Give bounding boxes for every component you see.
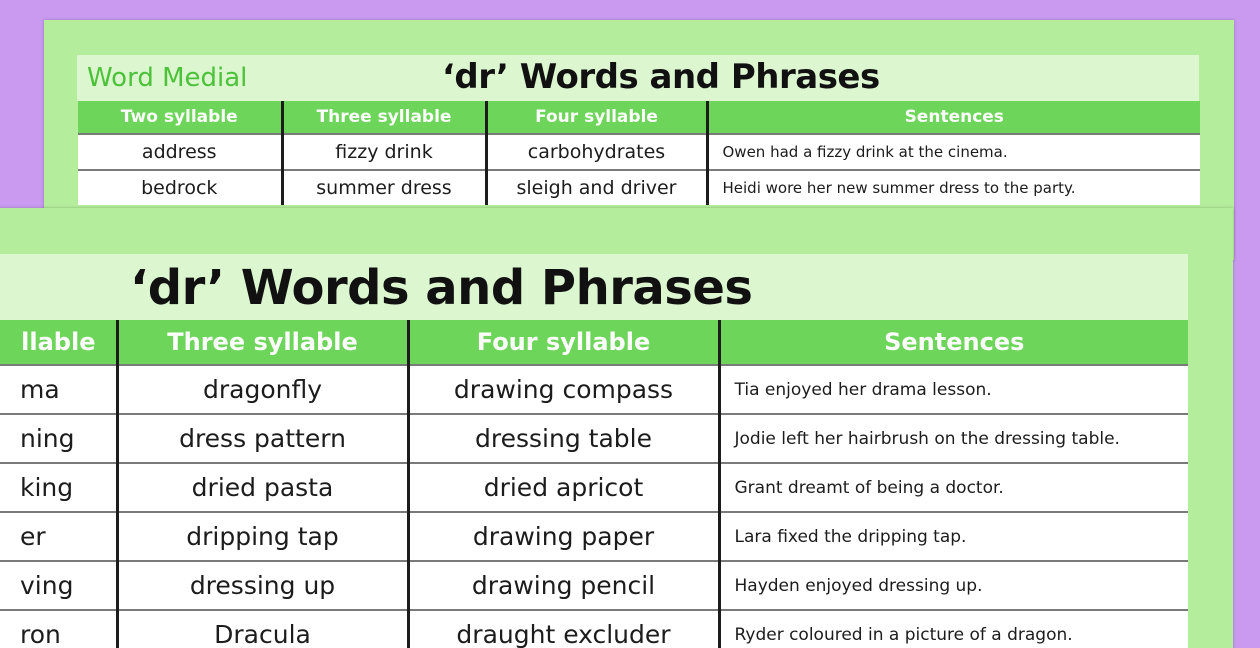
table-row xyxy=(0,414,1188,463)
cell-sentence: Ryder coloured in a picture of a dragon. xyxy=(719,610,1188,648)
cell-three-syllable: dried pasta xyxy=(117,463,408,512)
header-sentences: Sentences xyxy=(719,320,1188,365)
cell-four-syllable: sleigh and driver xyxy=(486,170,707,205)
cell-two-syllable: address xyxy=(78,134,282,170)
cell-three-syllable: dressing up xyxy=(117,561,408,610)
cell-sentence: Lara fixed the dripping tap. xyxy=(719,512,1188,561)
cell-two-syllable: king xyxy=(0,463,117,512)
front-title-bar xyxy=(0,254,1188,320)
header-two-syllable: Two syllable xyxy=(78,101,282,134)
table-header-row xyxy=(0,320,1188,365)
cell-sentence: Tia enjoyed her drama lesson. xyxy=(719,365,1188,414)
table-row xyxy=(0,463,1188,512)
cell-two-syllable: ma xyxy=(0,365,117,414)
cell-four-syllable: draught excluder xyxy=(408,610,719,648)
front-worksheet xyxy=(0,208,1233,648)
cell-four-syllable: drawing compass xyxy=(408,365,719,414)
cell-sentence: Jodie left her hairbrush on the dressing table. xyxy=(719,414,1188,463)
cell-sentence: Owen had a fizzy drink at the cinema. xyxy=(707,134,1200,170)
table-row xyxy=(0,561,1188,610)
worksheet-subtitle: Word Medial xyxy=(87,63,248,93)
header-three-syllable: Three syllable xyxy=(117,320,408,365)
front-word-table xyxy=(0,320,1188,648)
header-two-syllable: llable xyxy=(0,320,117,365)
back-title-bar xyxy=(77,55,1199,101)
cell-two-syllable: bedrock xyxy=(78,170,282,205)
header-four-syllable: Four syllable xyxy=(408,320,719,365)
table-row xyxy=(0,512,1188,561)
table-row xyxy=(0,610,1188,648)
cell-three-syllable: dripping tap xyxy=(117,512,408,561)
cell-four-syllable: drawing pencil xyxy=(408,561,719,610)
back-word-table xyxy=(78,101,1200,205)
header-three-syllable: Three syllable xyxy=(282,101,486,134)
cell-sentence: Heidi wore her new summer dress to the party. xyxy=(707,170,1200,205)
cell-three-syllable: summer dress xyxy=(282,170,486,205)
cell-four-syllable: drawing paper xyxy=(408,512,719,561)
cell-sentence: Grant dreamt of being a doctor. xyxy=(719,463,1188,512)
header-sentences: Sentences xyxy=(707,101,1200,134)
cell-sentence: Hayden enjoyed dressing up. xyxy=(719,561,1188,610)
table-row xyxy=(78,134,1200,170)
worksheet-title: ‘dr’ Words and Phrases xyxy=(442,57,880,97)
table-row xyxy=(78,170,1200,205)
cell-three-syllable: Dracula xyxy=(117,610,408,648)
cell-two-syllable: ning xyxy=(0,414,117,463)
cell-four-syllable: dressing table xyxy=(408,414,719,463)
cell-three-syllable: dragonfly xyxy=(117,365,408,414)
header-four-syllable: Four syllable xyxy=(486,101,707,134)
table-header-row xyxy=(78,101,1200,134)
cell-two-syllable: er xyxy=(0,512,117,561)
cell-four-syllable: dried apricot xyxy=(408,463,719,512)
cell-three-syllable: fizzy drink xyxy=(282,134,486,170)
cell-two-syllable: ron xyxy=(0,610,117,648)
table-row xyxy=(0,365,1188,414)
cell-three-syllable: dress pattern xyxy=(117,414,408,463)
cell-two-syllable: ving xyxy=(0,561,117,610)
cell-four-syllable: carbohydrates xyxy=(486,134,707,170)
worksheet-title: ‘dr’ Words and Phrases xyxy=(130,260,753,316)
